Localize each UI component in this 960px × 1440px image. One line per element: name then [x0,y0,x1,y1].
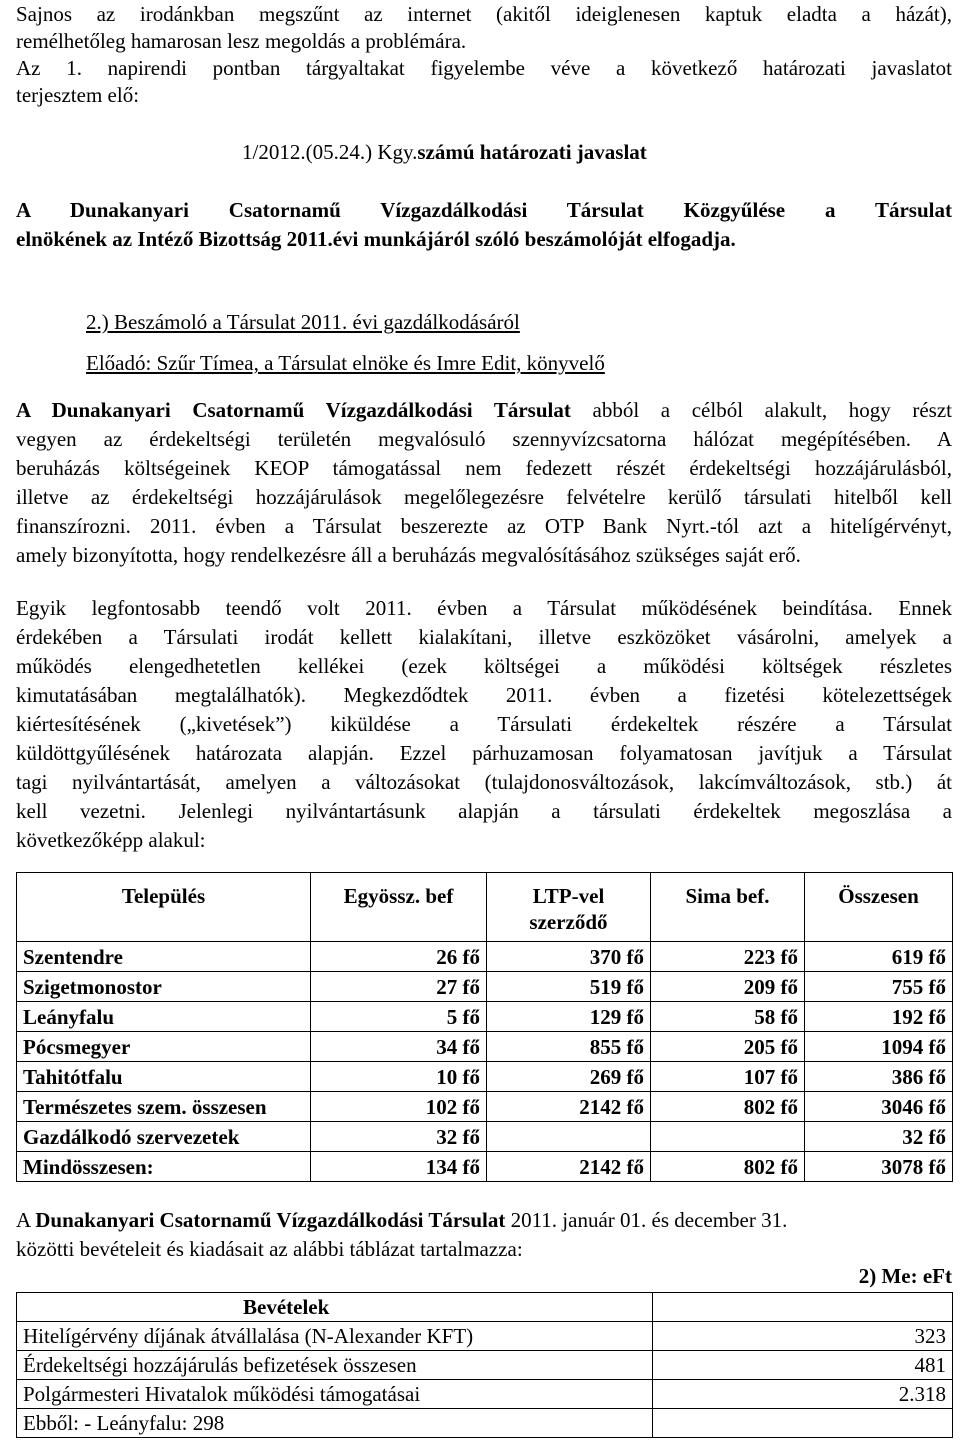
table-row [17,1092,953,1122]
count-cell [651,1122,805,1152]
text-span: A [16,1208,36,1232]
text-span: abból a célból alakult, hogy részt [570,398,952,422]
paragraph-line [16,1206,952,1235]
count-cell: 802 fő [651,1092,805,1122]
agenda-item-2 [86,308,605,378]
paragraph-line: következőképp alakul: [16,828,206,852]
settlement-cell: Leányfalu [17,1002,311,1032]
count-cell [487,1122,651,1152]
count-cell: 32 fő [805,1122,953,1152]
income-item-cell: Hitelígérvény díjának átvállalása (N-Alexander KFT) [17,1322,653,1351]
paragraph-1 [16,396,952,570]
income-amount-cell: 2.318 [653,1380,953,1409]
count-cell: 26 fő [311,942,487,972]
resolution-line: A Dunakanyari Csatornamű Vízgazdálkodási Társulat Közgyűlése a Társulat [16,198,952,222]
count-cell: 27 fő [311,972,487,1002]
paragraph-line: finanszírozni. 2011. évben a Társulat beszerezte az OTP Bank Nyrt.-tól azt a hitelígérvényt, [16,514,952,538]
intro-line: Az 1. napirendi pontban tárgyaltakat figyelembe véve a következő határozati javaslatot [16,56,952,80]
paragraph-line: működés elengedhetetlen kellékei (ezek költségei a működési költségek részletes [16,654,952,678]
company-name: Dunakanyari Csatornamű Vízgazdálkodási Társulat [35,1208,506,1232]
table-row [17,1380,953,1409]
paragraph-line: vegyen az érdekeltségi területén megvalósuló szennyvízcsatorna hálózat megépítésében. A [16,427,952,451]
count-cell: 205 fő [651,1032,805,1062]
count-cell: 32 fő [311,1122,487,1152]
resolution-text [16,196,952,254]
settlement-cell: Szentendre [17,942,311,972]
income-amount-cell [653,1409,953,1438]
table-row [17,1322,953,1351]
paragraph-line: amely bizonyította, hogy rendelkezésre áll a beruházás megvalósításához szükséges saját erő. [16,543,801,567]
paragraph-line: beruházás költségeinek KEOP támogatással nem fedezett részét érdekeltségi hozzájárulásból, [16,456,952,480]
resolution-number: 1/2012.(05.24.) Kgy. [242,140,418,164]
count-cell: 209 fő [651,972,805,1002]
paragraph-line: érdekében a Társulati irodát kellett kialakítani, illetve eszközöket vásárolni, amelyek a [16,625,952,649]
income-title: Bevételek [17,1293,653,1322]
count-cell: 10 fő [311,1062,487,1092]
count-cell: 755 fő [805,972,953,1002]
table-cell [653,1293,953,1322]
paragraph-line: kiértesítésének („kivetések”) kiküldése a Társulati érdekeltek részére a Társulat [16,712,952,736]
paragraph-line: tagi nyilvántartását, amelyen a változásokat (tulajdonosváltozások, lakcímváltozások, stb.) át [16,770,952,794]
income-amount-cell: 323 [653,1322,953,1351]
count-cell: 269 fő [487,1062,651,1092]
text-span: 2011. január 01. és december 31. [505,1208,788,1232]
paragraph-line: Egyik legfontosabb teendő volt 2011. évben a Társulat működésének beindítása. Ennek [16,596,952,620]
column-header: Település [17,873,311,942]
resolution-line: elnökének az Intéző Bizottság 2011.évi munkájáról szóló beszámolóját elfogadja. [16,227,736,251]
table-row [17,1032,953,1062]
count-cell: 102 fő [311,1092,487,1122]
count-cell: 223 fő [651,942,805,972]
settlement-cell: Tahitótfalu [17,1062,311,1092]
income-table [16,1292,953,1438]
intro-line: terjesztem elő: [16,83,140,107]
count-cell: 370 fő [487,942,651,972]
count-cell: 1094 fő [805,1032,953,1062]
count-cell: 192 fő [805,1002,953,1032]
column-header: Összesen [805,873,953,942]
table-row [17,1293,953,1322]
agenda-title: 2.) Beszámoló a Társulat 2011. évi gazdálkodásáról [86,310,520,334]
count-cell: 619 fő [805,942,953,972]
paragraph-line: illetve az érdekeltségi hozzájárulások megelőlegezésre felvételre kerülő társulati hitelből kell [16,485,952,509]
count-cell: 107 fő [651,1062,805,1092]
table-header-row [17,873,953,942]
count-cell: 34 fő [311,1032,487,1062]
settlement-cell: Szigetmonostor [17,972,311,1002]
count-cell: 3046 fő [805,1092,953,1122]
intro-line: remélhetőleg hamarosan lesz megoldás a problémára. [16,29,467,53]
table-row [17,1152,953,1182]
settlement-cell: Gazdálkodó szervezetek [17,1122,311,1152]
income-item-cell: Érdekeltségi hozzájárulás befizetések összesen [17,1351,653,1380]
income-item-cell: Polgármesteri Hivatalok működési támogatásai [17,1380,653,1409]
count-cell: 129 fő [487,1002,651,1032]
count-cell: 519 fő [487,972,651,1002]
count-cell: 134 fő [311,1152,487,1182]
count-cell: 386 fő [805,1062,953,1092]
table-row [17,972,953,1002]
resolution-title [242,140,647,165]
unit-note: 2) Me: eFt [858,1264,952,1288]
intro-line: Sajnos az irodánkban megszűnt az internet (akitől ideiglenesen kaptuk eladta a házát), [16,2,952,26]
paragraph-line: közötti bevételeit és kiadásait az alábbi táblázat tartalmazza: [16,1237,523,1261]
company-name: A Dunakanyari Csatornamű Vízgazdálkodási Társulat [16,398,571,422]
column-header: Sima bef. [651,873,805,942]
count-cell: 802 fő [651,1152,805,1182]
table-row [17,1062,953,1092]
paragraph-line: kell vezetni. Jelenlegi nyilvántartásunk alapján a társulati érdekeltek megoszlása a [16,799,952,823]
table-row [17,1409,953,1438]
count-cell: 855 fő [487,1032,651,1062]
income-item-cell: Ebből: - Leányfalu: 298 [17,1409,653,1438]
paragraph-line [16,396,952,425]
paragraph-2 [16,594,952,855]
membership-table [16,872,953,1182]
settlement-cell: Pócsmegyer [17,1032,311,1062]
paragraph-3 [16,1206,952,1264]
count-cell: 58 fő [651,1002,805,1032]
count-cell: 2142 fő [487,1152,651,1182]
table-row [17,1002,953,1032]
resolution-label: számú határozati javaslat [417,140,647,164]
column-header: Egyössz. bef [311,873,487,942]
table-row [17,1351,953,1380]
paragraph-line: küldöttgyűlésének határozata alapján. Ezzel párhuzamosan folyamatosan javítjuk a Társulat [16,741,952,765]
count-cell: 3078 fő [805,1152,953,1182]
agenda-presenter: Előadó: Szűr Tímea, a Társulat elnöke és Imre Edit, könyvelő [86,351,605,375]
table-row [17,942,953,972]
settlement-cell: Mindösszesen: [17,1152,311,1182]
income-amount-cell: 481 [653,1351,953,1380]
paragraph-line: kimutatásában megtalálhatók). Megkezdődtek 2011. évben a fizetési kötelezettségek [16,683,952,707]
column-header: LTP-vel szerződő [487,873,651,942]
settlement-cell: Természetes szem. összesen [17,1092,311,1122]
count-cell: 5 fő [311,1002,487,1032]
intro-paragraph [16,0,952,110]
table-row [17,1122,953,1152]
count-cell: 2142 fő [487,1092,651,1122]
